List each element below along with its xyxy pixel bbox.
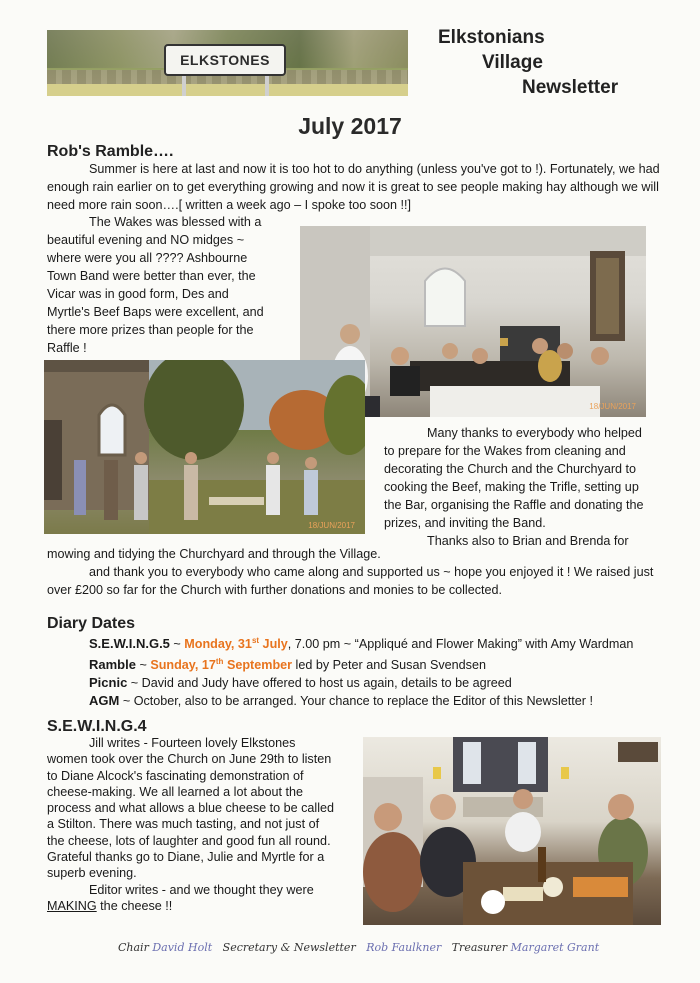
thanks-paragraph: Many thanks to everybody who helped to prepare for the Wakes from cleaning and decorating the Church and the Churchyard to cooking the Beef, making the Trifle, setting up the Bar, organising the Raffle and donating the prizes, and inviting the Band. Thanks also to Brian and Brenda for [384,426,644,548]
newsletter-title-line-1: Elkstonians [438,27,545,48]
diary-list [89,632,679,710]
diary-item-sewing: S.E.W.I.N.G.5 ~ Monday, 31st July, 7.00 pm ~ “Appliqué and Flower Making” with Amy Wardman [89,636,634,652]
photo-date-stamp: 18/JUN/2017 [589,402,636,411]
committee-footer: Chair David Holt Secretary & Newsletter Rob Faulkner Treasurer Margaret Grant [118,941,600,954]
newsletter-title-line-2: Village [482,52,543,73]
newsletter-title-line-3: Newsletter [522,77,619,98]
photo-date-stamp: 18/JUN/2017 [308,521,355,530]
village-sign: ELKSTONES [164,44,286,76]
ramble-heading: Rob's Ramble…. [47,143,174,160]
diary-item-ramble: Ramble ~ Sunday, 17th September led by Peter and Susan Svendsen [89,657,486,673]
diary-item-agm: AGM ~ October, also to be arranged. Your chance to replace the Editor of this Newsletter ! [89,693,593,709]
diary-heading: Diary Dates [47,615,136,632]
diary-item-picnic: Picnic ~ David and Judy have offered to host us again, details to be agreed [89,675,512,691]
sewing4-heading: S.E.W.I.N.G.4 [47,718,147,735]
issue-month: July 2017 [298,113,402,139]
cheese-making-photo [363,737,661,925]
village-sign-photo [47,30,408,96]
wakes-paragraph: The Wakes was blessed with a beautiful evening and NO midges ~ where were you all ???? Ashbourne Town Band were better than ever, the Vicar was in good form, Des and Myrtle's Beef Baps were excellent, and there more prizes than people for the Raffle ! [47,215,264,355]
mowing-line: mowing and tidying the Churchyard and through the Village. [47,547,381,561]
sewing4-report: Jill writes - Fourteen lovely Elkstones women took over the Church on June 29th to listen to Diane Alcock's fascinating demonstration of cheese-making. We all learned a lot about the process and what allows a blue cheese to be called a Stilton. There was much tasting, and not just of the cheese, lots of laughter and good fun all round. Grateful thanks go to Diane, Julie and Myrtle for a superb evening. Editor writes - and we thought they were MAKING the cheese !! [47,736,335,913]
ramble-closing: and thank you to everybody who came along and supported us ~ hope you enjoyed it ! We raised just over £200 so far for the Church with further donations and monies to be collected. [47,565,654,597]
churchyard-photo [44,360,365,534]
ramble-intro: Summer is here at last and now it is too hot to do anything (unless you've got to !). Fortunately, we had enough rain earlier on to get everything growing and now it is great to see people making hay although we will need more rain soon….[ written a week ago – I spoke too soon !!] [47,162,660,212]
